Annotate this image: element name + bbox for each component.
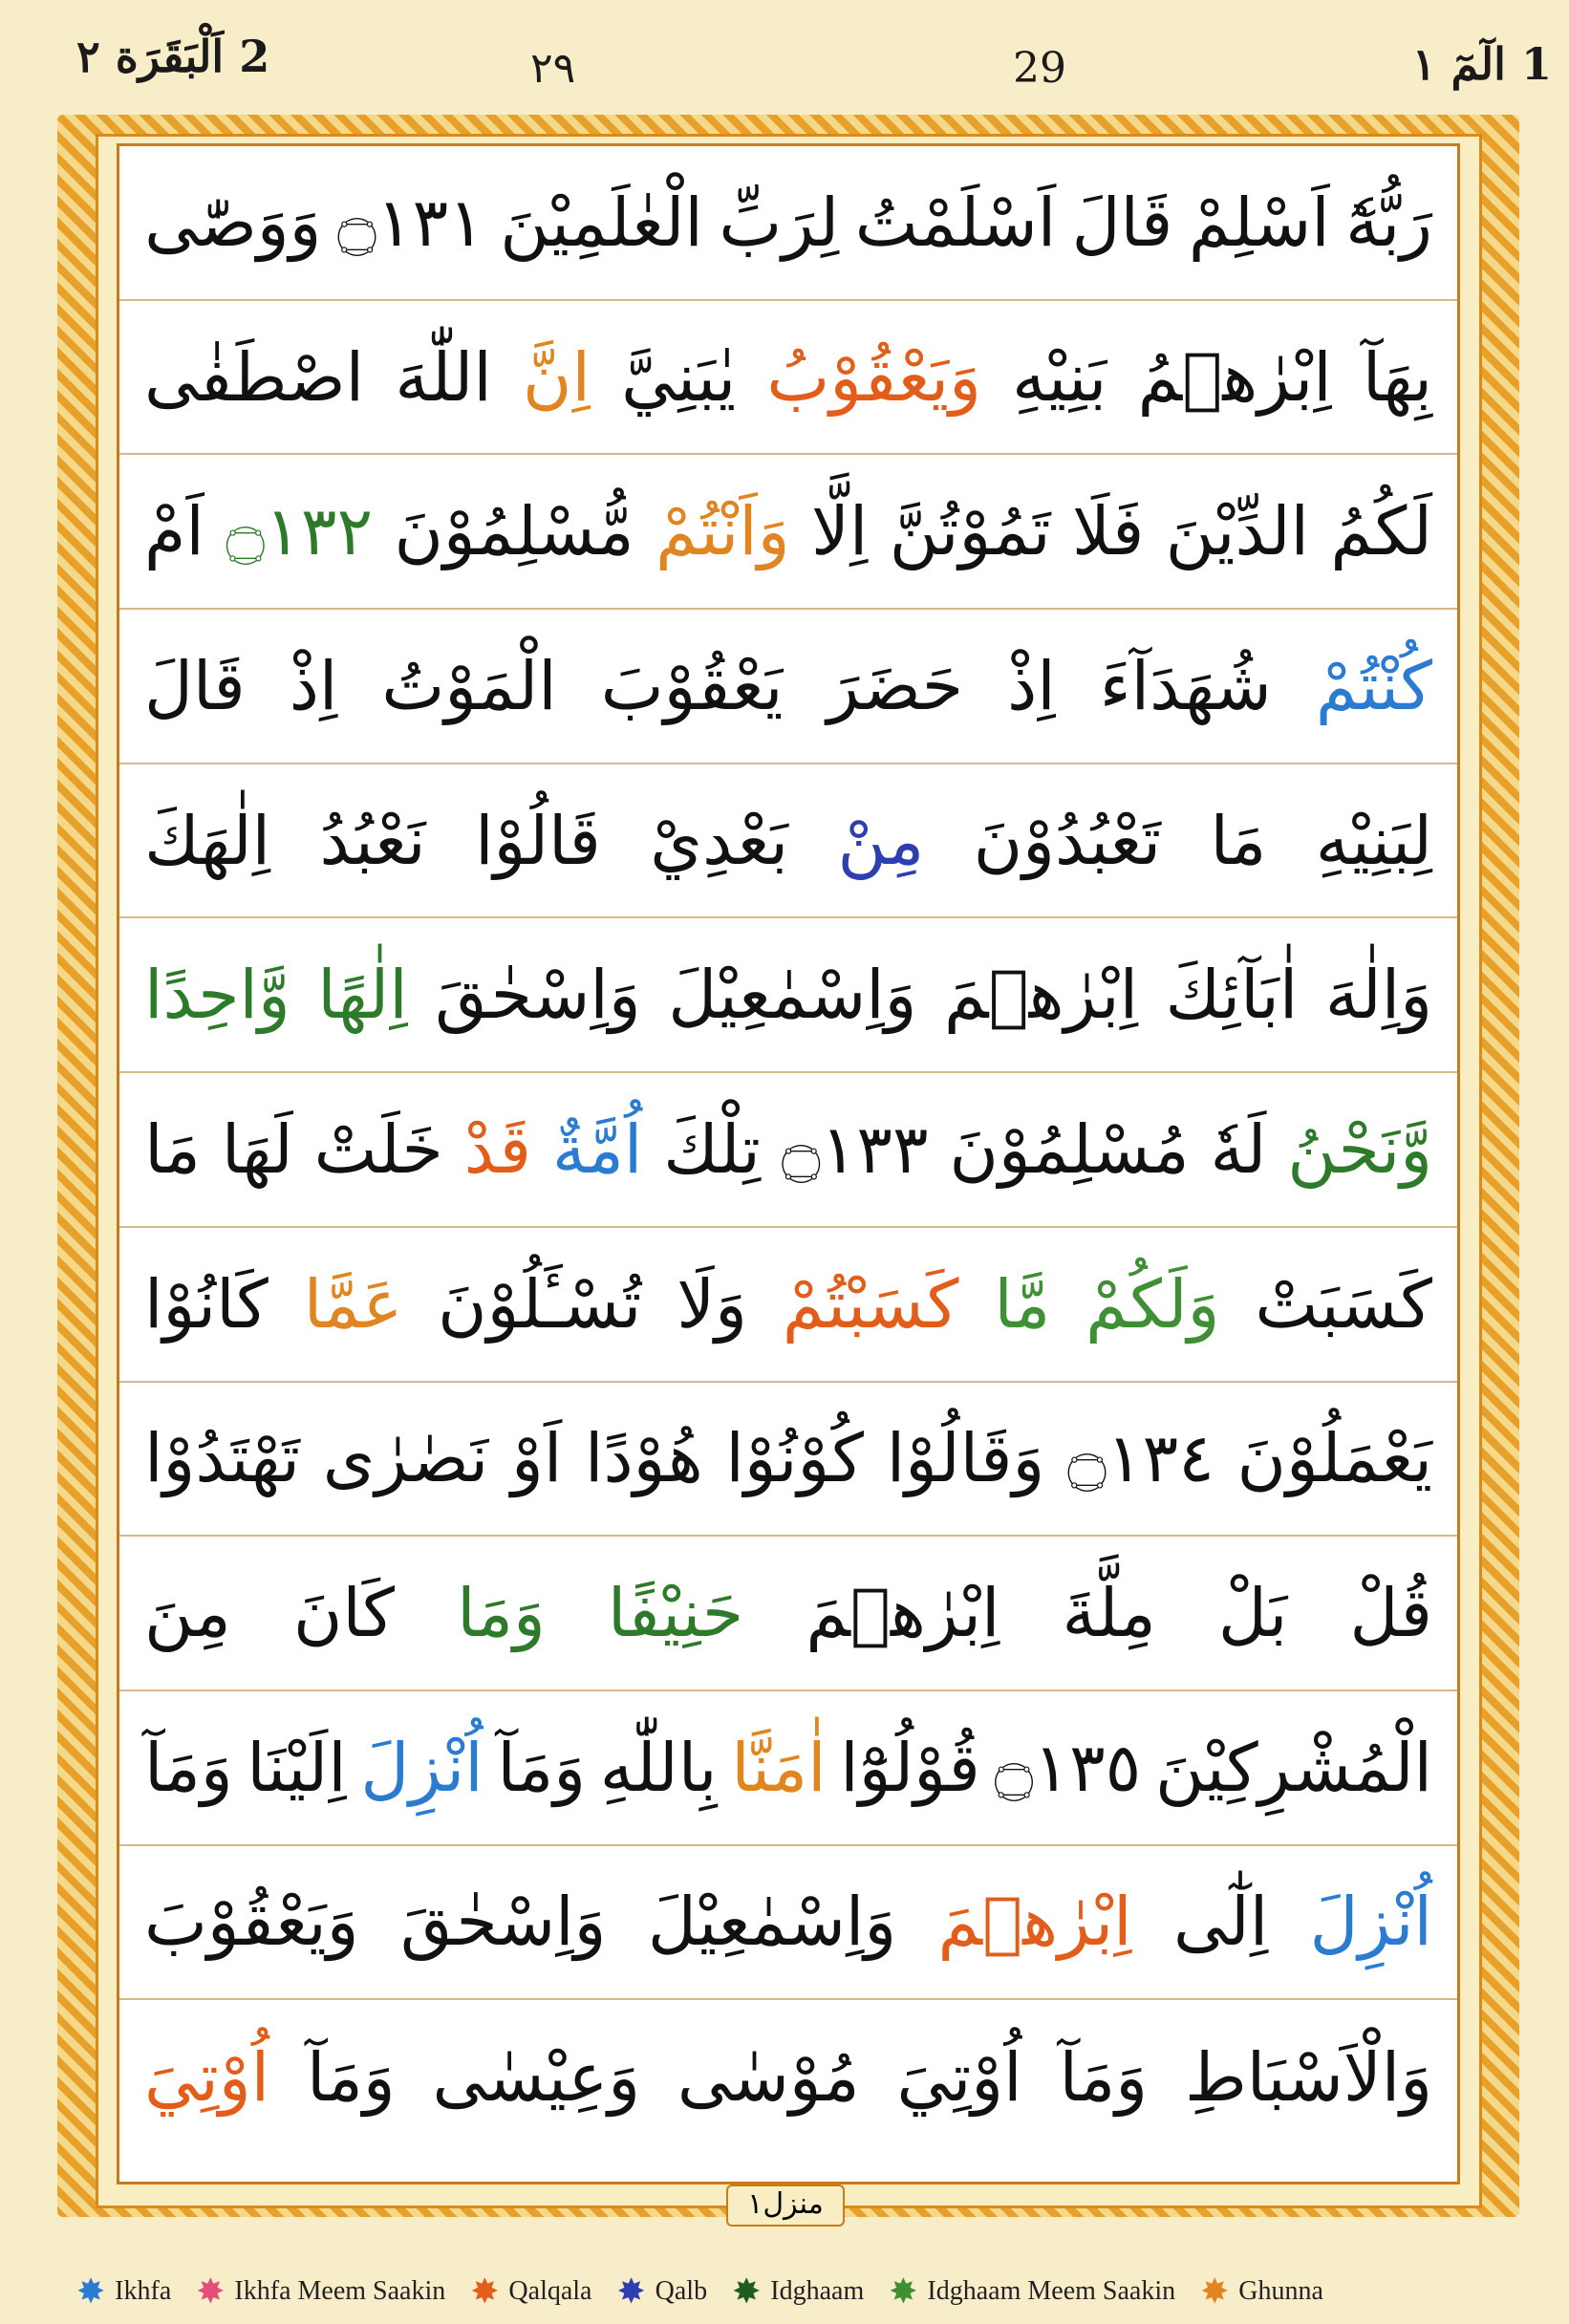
page-number-en: 29 xyxy=(1013,44,1066,93)
word: تَعْبُدُوْنَ xyxy=(973,801,1162,880)
word: وَلَكُمْ xyxy=(1085,1264,1220,1344)
word: بِاللّٰهِ xyxy=(599,1728,718,1807)
word: وَوَصّٰى xyxy=(144,183,322,262)
word: بَلْ xyxy=(1217,1574,1288,1653)
word: الْمَوْتُ xyxy=(381,646,557,725)
word: اَوْ xyxy=(511,1419,563,1498)
legend-label: Ikhfa xyxy=(115,2276,172,2306)
word: يَعْمَلُوْنَ xyxy=(1236,1419,1432,1498)
word: كَسَبَتْ xyxy=(1255,1264,1432,1344)
word: كُنْتُمْ xyxy=(1315,646,1432,725)
word: تَهْتَدُوْا xyxy=(144,1419,300,1498)
word: وَّنَحْنُ xyxy=(1287,1109,1432,1189)
tajweed-legend xyxy=(76,2272,1510,2311)
text-line xyxy=(119,301,1457,456)
word: هُوْدًا xyxy=(585,1419,703,1498)
word: عَمَّا xyxy=(303,1264,403,1344)
word: مُّسْلِمُوْنَ xyxy=(394,492,634,571)
word: ۝١٣٢ xyxy=(226,492,374,571)
legend-label: Ghunna xyxy=(1238,2276,1323,2306)
word: لَهٗ xyxy=(1210,1109,1267,1189)
star-icon: ✸ xyxy=(1200,2272,1230,2311)
word: وَاِسْمٰعِيْلَ xyxy=(647,1883,897,1962)
legend-label: Qalb xyxy=(655,2276,708,2306)
legend-item xyxy=(889,2274,1175,2309)
word: مُسْلِمُوْنَ xyxy=(949,1109,1190,1189)
word: كَانَ xyxy=(292,1574,395,1653)
word: رَبُّهٗٓ xyxy=(1345,183,1432,262)
word: وَاِسْحٰقَ xyxy=(435,956,641,1035)
legend-item xyxy=(196,2274,445,2309)
word: تُسْـَٔلُوْنَ xyxy=(438,1264,642,1344)
word: كَانُوْا xyxy=(144,1264,269,1344)
text-line xyxy=(119,1383,1457,1538)
quran-text-page xyxy=(117,143,1460,2184)
word: اُنْزِلَ xyxy=(1309,1883,1432,1962)
word: مَا xyxy=(1210,801,1267,880)
word: تِلْكَ xyxy=(663,1109,761,1189)
word: اُمَّةٌ xyxy=(551,1109,643,1189)
word: نَصٰرٰى xyxy=(322,1419,489,1498)
text-line xyxy=(119,455,1457,610)
word: تَمُوْتُنَّ xyxy=(889,492,1051,571)
word: اَسْلِمْ xyxy=(1188,183,1330,262)
manzil-label: منزل١ xyxy=(726,2184,845,2227)
star-icon: ✸ xyxy=(616,2272,646,2311)
word: فَلَا xyxy=(1072,492,1145,571)
word: مِنَ xyxy=(144,1574,231,1653)
word: اِبْرٰهٖمُ xyxy=(1137,337,1332,417)
word: الْمُشْرِكِيْنَ xyxy=(1154,1728,1432,1807)
star-icon: ✸ xyxy=(889,2272,918,2311)
text-line xyxy=(119,610,1457,764)
word: اَسْلَمْتُ xyxy=(854,183,1057,262)
word: يٰبَنِيَّ xyxy=(621,337,737,417)
word: بَعْدِيْ xyxy=(650,801,789,880)
word: شُهَدَآءَ xyxy=(1099,646,1272,725)
word: اَمْ xyxy=(144,492,204,571)
word: اٰبَآئِكَ xyxy=(1165,956,1299,1035)
word: مَّا xyxy=(994,1264,1051,1344)
word: ۝١٣٣ xyxy=(781,1109,929,1189)
word: وَعِيْسٰى xyxy=(432,2038,641,2118)
text-line xyxy=(119,764,1457,919)
word: وَقَالُوْا xyxy=(886,1419,1045,1498)
word: كُوْنُوْا xyxy=(725,1419,865,1498)
word: اِذْ xyxy=(1007,646,1056,725)
word: لِبَنِيْهِ xyxy=(1315,801,1432,880)
legend-label: Idghaam Meem Saakin xyxy=(927,2276,1176,2306)
word: يَعْقُوْبَ xyxy=(600,646,784,725)
legend-label: Ikhfa Meem Saakin xyxy=(234,2276,446,2306)
text-line xyxy=(119,1846,1457,2001)
legend-item xyxy=(1200,2274,1323,2309)
legend-item xyxy=(616,2274,707,2309)
word: اصْطَفٰى xyxy=(144,337,365,417)
word: خَلَتْ xyxy=(313,1109,443,1189)
page-header xyxy=(0,0,1569,105)
word: لَهَا xyxy=(221,1109,293,1189)
word: قَدْ xyxy=(463,1109,531,1189)
star-icon: ✸ xyxy=(470,2272,500,2311)
word: بَنِيْهِ xyxy=(1012,337,1107,417)
legend-label: Qalqala xyxy=(508,2276,592,2306)
word: اِبْرٰهٖمَ xyxy=(944,956,1139,1035)
word: وَمَآ xyxy=(497,1728,587,1807)
word: لِرَبِّ xyxy=(719,183,840,262)
word: ۝١٣١ xyxy=(336,183,484,262)
text-line xyxy=(119,1691,1457,1846)
word: وَمَآ xyxy=(144,1728,233,1807)
word: الدِّيْنَ xyxy=(1165,492,1309,571)
word: اِلَّا xyxy=(810,492,869,571)
star-icon: ✸ xyxy=(196,2272,226,2311)
star-icon: ✸ xyxy=(732,2272,762,2311)
word: مِلَّةَ xyxy=(1062,1574,1156,1653)
text-line xyxy=(119,1073,1457,1228)
word: وَمَا xyxy=(457,1574,546,1653)
text-line xyxy=(119,918,1457,1073)
word: حَضَرَ xyxy=(827,646,964,725)
word: مُوْسٰى xyxy=(677,2038,860,2118)
word: اُوْتِيَ xyxy=(896,2038,1022,2118)
word: وَاِلٰهَ xyxy=(1324,956,1432,1035)
word: ۝١٣٥ xyxy=(994,1728,1142,1807)
word: لَكُمُ xyxy=(1330,492,1432,571)
word: وَيَعْقُوْبَ xyxy=(144,1883,359,1962)
word: اِلٰهًا xyxy=(317,956,408,1035)
word: قَالَ xyxy=(144,646,246,725)
word: وَالْاَسْبَاطِ xyxy=(1184,2038,1432,2118)
word: اُوْتِيَ xyxy=(144,2038,270,2118)
word: اِنَّ xyxy=(523,337,591,417)
word: مَا xyxy=(144,1109,201,1189)
word: قُلْ xyxy=(1349,1574,1432,1653)
word: وَاِسْمٰعِيْلَ xyxy=(668,956,917,1035)
word: مِنْ xyxy=(837,801,925,880)
word: الْعٰلَمِيْنَ xyxy=(500,183,703,262)
word: وَلَا xyxy=(677,1264,747,1344)
text-line xyxy=(119,1537,1457,1691)
legend-item xyxy=(470,2274,591,2309)
word: اِلٰهَكَ xyxy=(144,801,271,880)
word: اُنْزِلَ xyxy=(360,1728,484,1807)
word: وَمَآ xyxy=(307,2038,396,2118)
text-line xyxy=(119,2000,1457,2155)
word: وَاَنْتُمْ xyxy=(656,492,790,571)
word: اِبْرٰهٖمَ xyxy=(937,1883,1132,1962)
word: قُوْلُوْٓا xyxy=(840,1728,980,1807)
surah-label: 2 اَلْبَقَرَة ٢ xyxy=(76,31,270,82)
word: وَّاحِدًا xyxy=(144,956,290,1035)
word: وَمَآ xyxy=(1059,2038,1149,2118)
word: قَالَ xyxy=(1071,183,1173,262)
legend-item xyxy=(732,2274,864,2309)
word: ۝١٣٤ xyxy=(1067,1419,1214,1498)
word: اِذْ xyxy=(289,646,338,725)
word: اِلٰٓى xyxy=(1173,1883,1269,1962)
word: اِبْرٰهٖمَ xyxy=(806,1574,1000,1653)
juz-label: 1 الٓمٓ ١ xyxy=(1411,38,1552,90)
text-line xyxy=(119,146,1457,301)
legend-item xyxy=(76,2274,171,2309)
text-line xyxy=(119,1228,1457,1383)
word: اٰمَنَّا xyxy=(731,1728,827,1807)
word: بِهَآ xyxy=(1362,337,1432,417)
word: وَاِسْحٰقَ xyxy=(399,1883,607,1962)
word: كَسَبْتُمْ xyxy=(782,1264,959,1344)
star-icon: ✸ xyxy=(76,2272,106,2311)
word: نَعْبُدُ xyxy=(319,801,426,880)
word: اِلَيْنَا xyxy=(247,1728,347,1807)
word: اللّٰهَ xyxy=(395,337,492,417)
legend-label: Idghaam xyxy=(770,2276,865,2306)
page-number-ar: ٢٩ xyxy=(530,44,576,93)
word: حَنِيْفًا xyxy=(607,1574,744,1653)
word: قَالُوْا xyxy=(475,801,601,880)
word: وَيَعْقُوْبُ xyxy=(766,337,981,417)
